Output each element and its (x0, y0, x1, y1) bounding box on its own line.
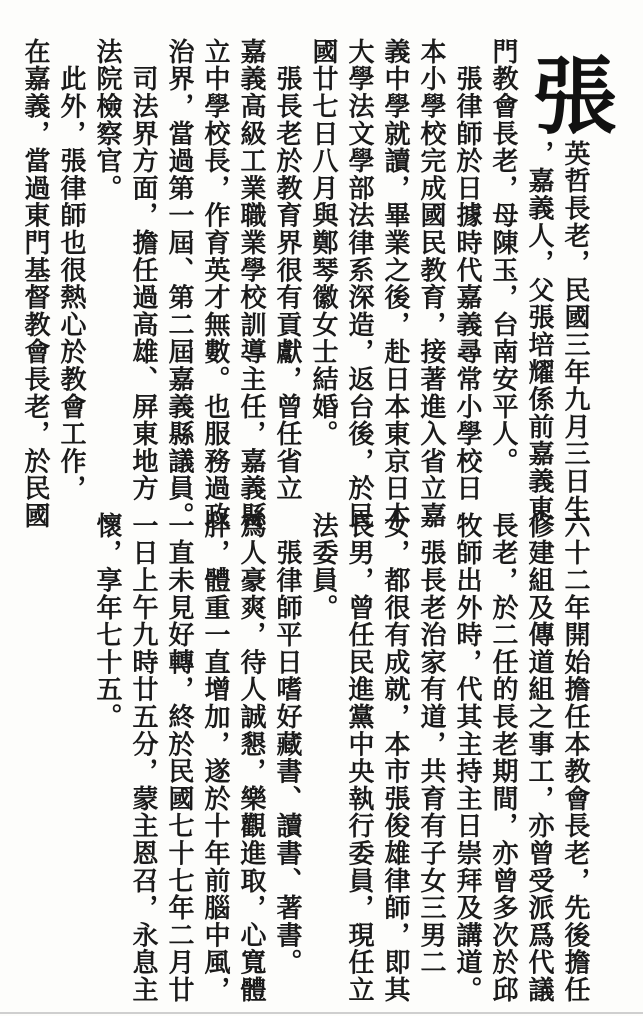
text-column: 此外，張律師也很熱心於教會工作， (56, 38, 86, 503)
text-column: 一直未見好轉，終於民國七十七年二月廿 (164, 512, 194, 1004)
text-column: 在嘉義，當過東門基督教會長老，於民國 (20, 38, 50, 530)
text-column: 門教會長老，母陳玉，台南安平人。 (488, 38, 518, 475)
text-column: 張長老治家有道，共育有子女三男二 (416, 512, 446, 977)
text-column: 張律師平日嗜好藏書、讀書、著書。 (272, 512, 302, 977)
text-column: 張長老於教育界很有貢獻，曾任省立 (272, 38, 302, 503)
text-column: 本小學校完成國民教育，接著進入省立嘉 (416, 38, 446, 530)
title-character: 張 (533, 48, 618, 146)
text-column: 大學法文學部法律系深造，返台後，於民 (344, 38, 374, 530)
text-column: 國廿七日八月與鄭琴徽女士結婚。 (308, 38, 338, 448)
text-column: ，嘉義人，父張培耀係前嘉義東 (524, 140, 554, 523)
text-column: 立中學校長，作育英才無數。也服務過政 (200, 38, 230, 530)
text-column: 英哲長老，民國三年九月三日生 (560, 140, 590, 523)
text-column: 義中學就讀，畢業之後，赴日本東京日本 (380, 38, 410, 530)
text-column: 胖，體重一直增加，遂於十年前腦中風， (200, 512, 230, 1004)
text-column: 女，都很有成就，本市張俊雄律師，即其 (380, 512, 410, 1004)
text-column: 牧師出外時，代其主持主日崇拜及講道。 (452, 512, 482, 1004)
text-column: 治界，當過第一屆、第二屆嘉義縣議員。 (164, 38, 194, 530)
text-column: 嘉義高級工業職業學校訓導主任，嘉義縣 (236, 38, 266, 530)
text-column: 張律師於日據時代嘉義尋常小學校日 (452, 38, 482, 503)
text-column: 爲人豪爽，待人誠懇，樂觀進取，心寬體 (236, 512, 266, 1004)
text-column: 修建組及傳道組之事工，亦曾受派爲代議 (524, 512, 554, 1004)
text-column: 法委員。 (308, 512, 338, 622)
text-column: 一日上午九時廿五分，蒙主恩召，永息主 (128, 512, 158, 1004)
text-column: 六十二年開始擔任本教會長老，先後擔任 (560, 512, 590, 1004)
page-edge-line (0, 1012, 643, 1014)
text-column: 長老，於二任的長老期間，亦曾多次於邱 (488, 512, 518, 1004)
text-column: 長男，曾任民進黨中央執行委員，現任立 (344, 512, 374, 1004)
text-column: 法院檢察官。 (92, 38, 122, 202)
text-column: 懷，享年七十五。 (92, 512, 122, 731)
text-column: 司法界方面，擔任過高雄、屏東地方 (128, 38, 158, 503)
